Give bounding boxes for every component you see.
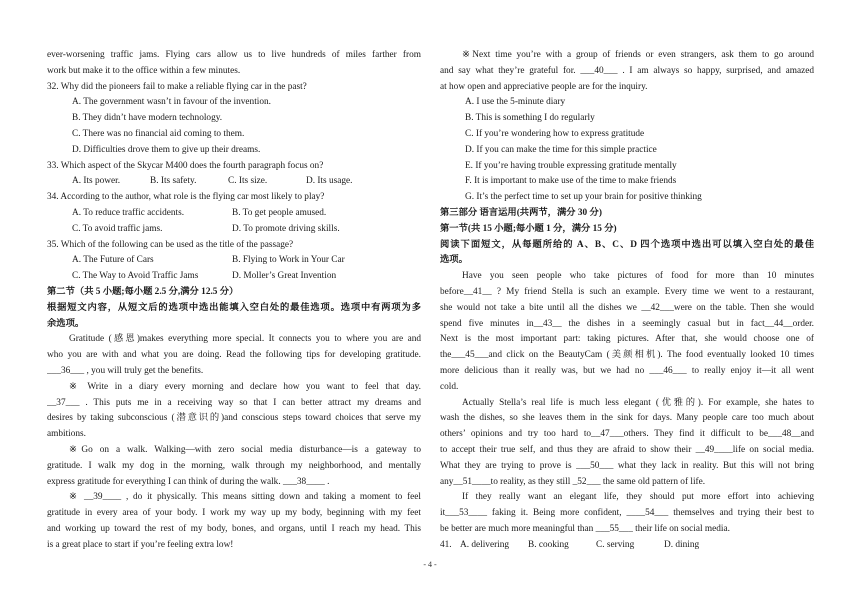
cloze-line: others’ opinions and try too hard to__47___others. They find it difficult to be___48__and — [440, 429, 814, 440]
question-41-option-c: C. serving — [596, 539, 635, 550]
cloze-line: cold. — [440, 381, 459, 392]
cloze-line: to accept their true self, and thus they are afraid to show their __49____life on social media. — [440, 444, 814, 455]
seven-choice-option-a: A. I use the 5-minute diary — [465, 97, 566, 108]
question-34-stem: 34. According to the author, what role is the flying car most likely to play? — [47, 192, 325, 203]
seven-choice-option-e: E. If you’re having trouble expressing gratitude mentally — [465, 160, 677, 171]
cloze-line: any__51____to reality, as they still _52___ the same old pattern of life. — [440, 476, 706, 487]
question-33-options — [47, 174, 421, 190]
cloze-line: more delicious than it really was, but we had no ___46___ to really enjoy it—it all went — [440, 365, 814, 376]
passage-line: work but make it to the office within a few minutes. — [47, 65, 241, 76]
part3-heading: 第三部分 语言运用(共两节，满分 30 分) — [440, 207, 602, 218]
section1-heading: 第一节(共 15 小题;每小题 1 分，满分 15 分) — [440, 223, 617, 234]
cloze-line: Actually Stella’s real life is much less elegant (优雅的). For example, she hates to — [462, 397, 814, 408]
question-35-options-row2 — [47, 269, 421, 285]
question-34-option-b: B. To get people amused. — [232, 207, 327, 218]
right-column — [440, 48, 814, 554]
passage-line: gratitude in every area of your body. I work my way up my body, beginning with my feet — [47, 508, 421, 519]
passage-line-blank-37: __37___ . This puts me in a receiving way so that I can better attract my dreams and — [47, 397, 421, 408]
section2-instruction: 根据短文内容，从短文后的选项中选出能填入空白处的最佳选项。选项中有两项为多 — [47, 302, 421, 313]
cloze-line: be better are much more meaningful than ___55___ their life on social media. — [440, 523, 730, 534]
seven-choice-option-c: C. If you’re wondering how to express gratitude — [465, 128, 645, 139]
passage-line-blank-39: ※ __39____ , do it physically. This means sitting down and taking a moment to feel — [69, 492, 421, 503]
page-number: - 4 - — [423, 560, 437, 569]
section1-instruction: 阅读下面短文，从每题所给的 A、B、C、D 四个选项中选出可以填入空白处的最佳 — [440, 239, 814, 250]
passage-line-blank-38: express gratitude for everything I can think of during the walk. ___38____ . — [47, 476, 330, 487]
cloze-line: If they really want an elegant life, they should put more effort into achieving — [462, 492, 814, 503]
passage-line: ever-worsening traffic jams. Flying cars allow us to live hundreds of miles farther from — [47, 50, 421, 60]
question-35-options-row1 — [47, 253, 421, 269]
passage-line: desires by taking subconscious (潜意识的)and conscious steps toward choices that serve my — [47, 413, 421, 424]
question-33-stem: 33. Which aspect of the Skycar M400 does the fourth paragraph focus on? — [47, 160, 324, 171]
seven-choice-option-f: F. It is important to make use of the time to make friends — [465, 176, 677, 187]
cloze-line: wash the dishes, so she leaves them in the sink for days. Many people care too much about — [440, 413, 814, 424]
question-33-option-b: B. Its safety. — [150, 176, 197, 187]
passage-line: ambitions. — [47, 429, 86, 440]
question-35-option-b: B. Flying to Work in Your Car — [232, 255, 345, 266]
cloze-line: What they are trying to prove is ___50___ what they lack in reality. But this will not bring — [440, 460, 814, 471]
question-32-stem: 32. Why did the pioneers fail to make a reliable flying car in the past? — [47, 81, 307, 92]
left-column — [47, 48, 421, 554]
question-32-option-d: D. Difficulties drove them to give up their dreams. — [72, 144, 261, 155]
passage-line-blank-36: ___36___ , you will truly get the benefits. — [47, 365, 204, 376]
cloze-line: Have you seen people who take pictures of food for more than 10 minutes — [462, 271, 814, 282]
question-41-option-d: D. dining — [664, 539, 700, 550]
section1-instruction: 选项。 — [440, 255, 468, 266]
question-41-options — [440, 538, 814, 554]
passage-line: ※ Write in a diary every morning and declare how you want to feel that day. — [69, 381, 421, 392]
question-41-option-b: B. cooking — [528, 539, 569, 550]
cloze-line: spend five minutes in__43__ the dishes in a seemingly casual but in fact__44__order. — [440, 318, 814, 329]
passage-line: who you are with and what you are doing. Read the following tips for developing gratitude. — [47, 350, 421, 361]
question-34-options-row2 — [47, 222, 421, 238]
cloze-line: before__41__ ? My friend Stella is such an example. Every time we went to a restaurant, — [440, 286, 814, 297]
cloze-line: it___53____ faking it. Being more confident, ____54___ themselves and trying their best to — [440, 508, 814, 519]
cloze-line: she would not take a bite until all the dishes we __42___were on the table. Then she would — [440, 302, 814, 313]
question-35-stem: 35. Which of the following can be used as the title of the passage? — [47, 239, 294, 250]
question-34-option-a: A. To reduce traffic accidents. — [72, 207, 185, 218]
question-35-option-a: A. The Future of Cars — [72, 255, 154, 266]
cloze-line: the___45___and click on the BeautyCam (美颜相机). The food eventually looked 10 times — [440, 350, 814, 361]
question-32-option-c: C. There was no financial aid coming to them. — [72, 128, 245, 139]
passage-line: and working up toward the rest of my body, bones, and organs, until I reach my head. This — [47, 523, 421, 534]
passage-line: ※Go on a walk. Walking—with zero social media disturbance—is a gateway to — [69, 444, 421, 455]
question-41-option-a: A. delivering — [460, 539, 510, 550]
section2-heading: 第二节（共 5 小题;每小题 2.5 分,满分 12.5 分） — [47, 286, 239, 297]
question-33-option-d: D. Its usage. — [306, 176, 353, 187]
question-35-option-d: D. Moller’s Great Invention — [232, 271, 337, 282]
seven-choice-option-d: D. If you can make the time for this simple practice — [465, 144, 657, 155]
question-35-option-c: C. The Way to Avoid Traffic Jams — [72, 271, 199, 282]
question-32-option-a: A. The government wasn’t in favour of the invention. — [72, 97, 271, 108]
seven-choice-option-b: B. This is something I do regularly — [465, 113, 595, 124]
seven-choice-option-g: G. It’s the perfect time to set up your brain for positive thinking — [465, 192, 702, 203]
passage-line: ※Next time you’re with a group of friends or even strangers, ask them to go around — [462, 50, 814, 60]
question-34-options-row1 — [47, 206, 421, 222]
passage-line: Gratitude (感恩)makes everything more special. It connects you to where you are and — [69, 334, 421, 345]
passage-line-blank-40: and say what they’re grateful for. ___40___ . I am always so happy, surprised, and amazed — [440, 65, 814, 76]
question-41-number: 41. — [440, 539, 452, 550]
question-33-option-c: C. Its size. — [228, 176, 268, 187]
cloze-line: Next is the most important part: taking pictures. After that, she would choose one of — [440, 334, 814, 345]
question-33-option-a: A. Its power. — [72, 176, 121, 187]
section2-instruction: 余选项。 — [47, 318, 85, 329]
question-32-option-b: B. They didn’t have modern technology. — [72, 113, 223, 124]
question-34-option-c: C. To avoid traffic jams. — [72, 223, 163, 234]
passage-line: at how open and appreciative people are for the inquiry. — [440, 81, 648, 92]
passage-line: gratitude. I walk my dog in the morning, walk through my neighborhood, and mentally — [47, 460, 421, 471]
question-34-option-d: D. To promote driving skills. — [232, 223, 340, 234]
passage-line: is a great place to start if you’re feeling extra low! — [47, 539, 234, 550]
